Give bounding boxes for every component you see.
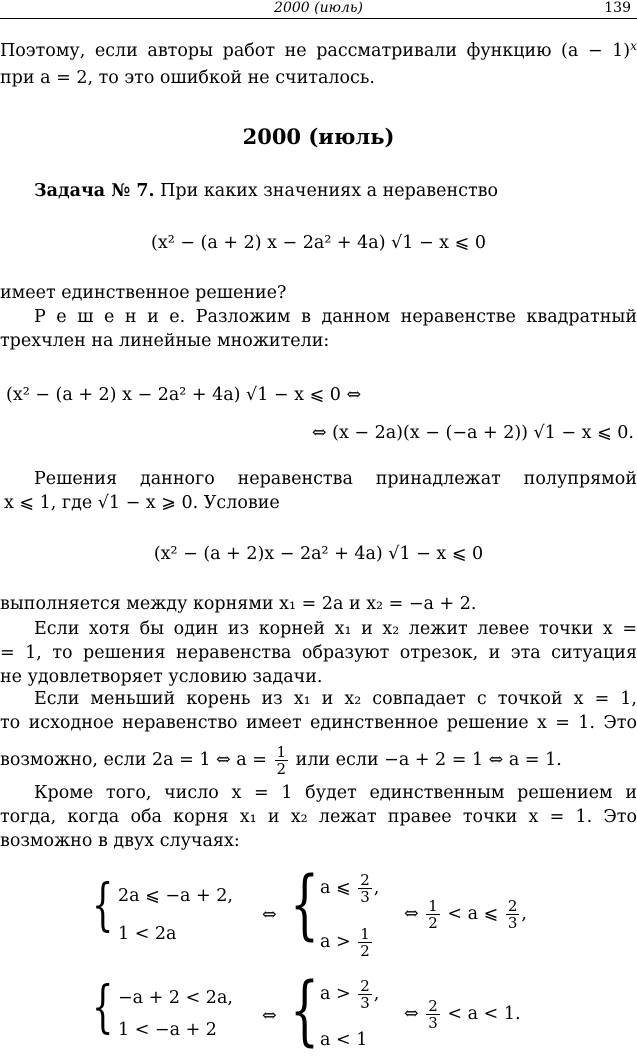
- formula-2: (x² − (a + 2)x − 2a² + 4a) √1 − x ⩽ 0: [153, 544, 484, 564]
- running-title: 2000 (июль): [274, 0, 363, 16]
- solution-line-1: Р е ш е н и е. Разложим в данном неравенстве квадратный: [34, 307, 637, 327]
- system-2-cond-1: a > $\frac{2}{3}$ ,: [320, 977, 380, 1012]
- paragraph-4-line-3: не удовлетворяет условию задачи.: [0, 667, 323, 687]
- running-header: [0, 0, 637, 19]
- paragraph-5-line-1: Если меньший корень из x₁ и x₂ совпадает с точкой x = 1,: [34, 689, 637, 709]
- system-1-row-2: 1 < 2a: [118, 924, 177, 944]
- paragraph-6-line-1: Кроме того, число x = 1 будет единственным решением и: [34, 783, 637, 803]
- system-2-row-1: −a + 2 < 2a,: [118, 988, 233, 1008]
- system-1-right-brace: {: [290, 859, 320, 948]
- system-2-result: ⇔ $\frac{2}{3}$ < a < 1.: [404, 997, 521, 1032]
- system-2-cond-2: a < 1: [320, 1030, 368, 1050]
- paragraph-5-line-3: возможно, если 2a = 1 ⇔ a = $\frac{1}{2}$ или если −a + 2 = 1 ⇔ a = 1.: [0, 743, 562, 778]
- paragraph-2-line-2: x ⩽ 1, где √1 − x ⩾ 0. Условие: [4, 493, 280, 513]
- intro-line-1: Поэтому, если авторы работ не рассматривали функцию $(a - 1)^x$: [0, 38, 637, 61]
- problem-formula: (x² − (a + 2) x − 2a² + 4a) √1 − x ⩽ 0: [151, 233, 486, 253]
- paragraph-2-line-1: Решения данного неравенства принадлежат полупрямой: [34, 469, 637, 489]
- system-2-row-2: 1 < −a + 2: [118, 1020, 217, 1040]
- system-2-equiv: ⇔: [262, 1006, 277, 1026]
- system-1-cond-1: a ⩽ $\frac{2}{3}$ ,: [320, 871, 380, 906]
- equation-right: ⇔ (x − 2a)(x − (−a + 2)) √1 − x ⩽ 0.: [311, 423, 634, 443]
- system-1-equiv: ⇔: [262, 905, 277, 925]
- solution-label: Р е ш е н и е.: [34, 307, 186, 327]
- problem-label: Задача № 7.: [34, 181, 155, 201]
- paragraph-3: выполняется между корнями x₁ = 2a и x₂ = −a + 2.: [0, 594, 477, 614]
- problem-after: имеет единственное решение?: [0, 283, 287, 303]
- system-1-cond-2: a > $\frac{1}{2}$: [320, 925, 370, 960]
- equation-left: (x² − (a + 2) x − 2a² + 4a) √1 − x ⩽ 0 ⇔: [6, 385, 362, 405]
- solution-line-2: трехчлен на линейные множители:: [0, 331, 330, 351]
- system-1-row-1: 2a ⩽ −a + 2,: [118, 886, 233, 906]
- system-2-right-brace: {: [290, 965, 320, 1054]
- problem-statement: Задача № 7. При каких значениях a неравенство: [34, 181, 499, 201]
- paragraph-4-line-2: = 1, то решения неравенства образуют отрезок, и эта ситуация: [0, 643, 637, 663]
- section-title: 2000 (июль): [242, 124, 395, 149]
- page-number: 139: [604, 0, 631, 16]
- system-1-result: ⇔ $\frac{1}{2}$ < a ⩽ $\frac{2}{3}$ ,: [404, 897, 527, 932]
- intro-line-2: при a = 2, то это ошибкой не считалось.: [0, 68, 375, 88]
- paragraph-6-line-2: тогда, когда оба корня x₁ и x₂ лежат правее точки x = 1. Это: [0, 807, 637, 827]
- paragraph-6-line-3: возможно в двух случаях:: [0, 831, 240, 851]
- system-2-left-brace: {: [92, 975, 114, 1040]
- paragraph-4-line-1: Если хотя бы один из корней x₁ и x₂ лежит левее точки x =: [34, 619, 637, 639]
- system-1-left-brace: {: [92, 873, 114, 938]
- fraction-one-half: $\frac{1}{2}$: [276, 743, 287, 778]
- paragraph-5-line-2: то исходное неравенство имеет единственное решение x = 1. Это: [0, 713, 637, 733]
